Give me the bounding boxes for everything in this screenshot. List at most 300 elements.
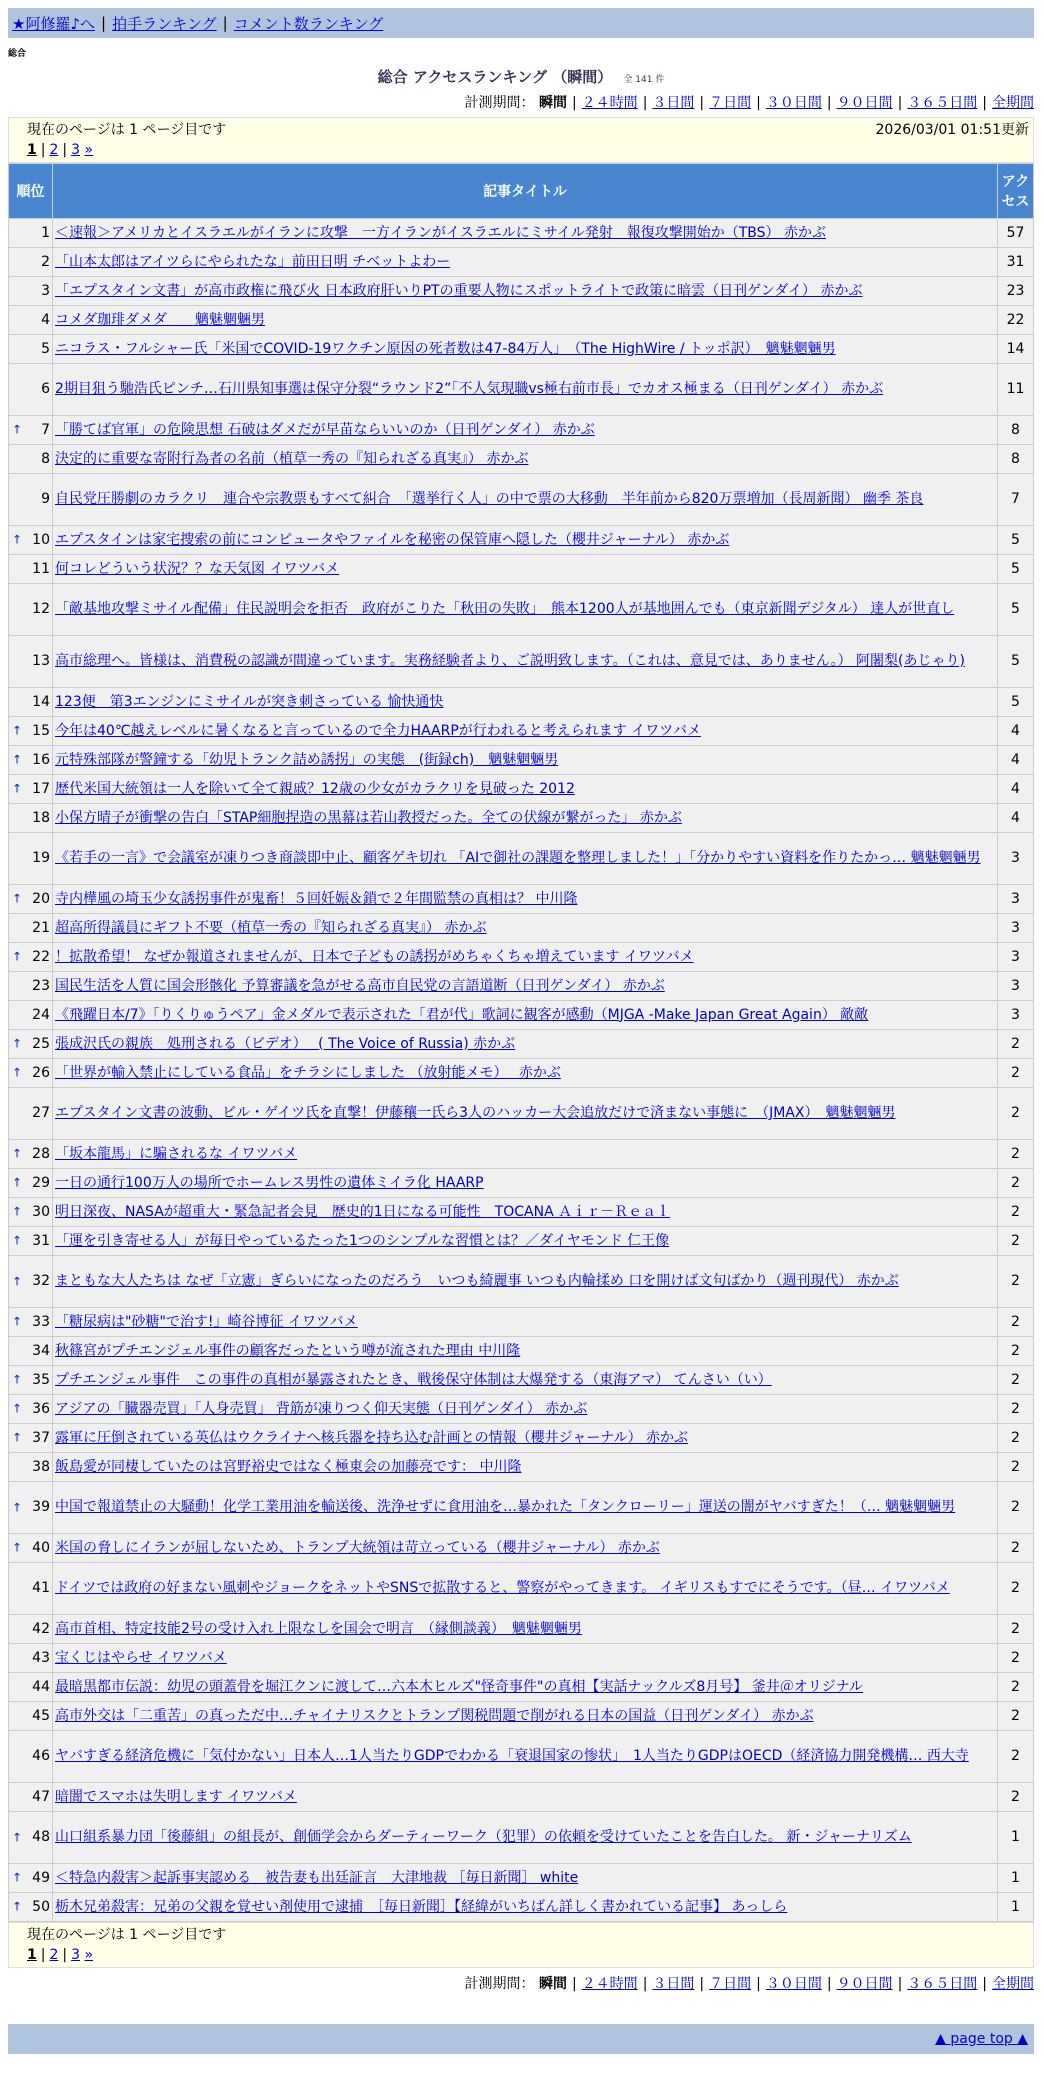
article-link[interactable]: エプスタインは家宅捜索の前にコンピュータやファイルを秘密の保管庫へ隠した（櫻井ジャーナル） 赤かぶ: [55, 531, 730, 548]
access-count: 2: [998, 1059, 1034, 1088]
rank-cell: [9, 1030, 53, 1059]
article-link[interactable]: 暗闇でスマホは失明します イワツバメ: [55, 1788, 297, 1805]
rank-number: 41: [32, 1580, 50, 1596]
rank-number: 16: [32, 751, 50, 768]
table-row: [9, 1395, 1034, 1424]
title-cell: [53, 1453, 998, 1482]
page-title-line: [8, 66, 1034, 87]
rank-number: 12: [32, 601, 50, 617]
table-row: [9, 416, 1034, 445]
rank-cell: [9, 1615, 53, 1644]
table-row: [9, 688, 1034, 717]
rank-cell: [9, 1453, 53, 1482]
article-link[interactable]: 張成沢氏の親族 処刑される（ビデオ） ( The Voice of Russia) 赤かぶ: [55, 1035, 516, 1052]
rank-number: 25: [32, 1035, 50, 1052]
rank-cell: [9, 1337, 53, 1366]
article-link[interactable]: 「敵基地攻撃ミサイル配備」住民説明会を拒否 政府がこりた「秋田の失敗」 熊本1200人が基地囲んでも（東京新聞デジタル） 達人が世直し: [55, 601, 955, 617]
article-link[interactable]: 一日の通行100万人の場所でホームレス男性の遺体ミイラ化 HAARP: [55, 1174, 484, 1191]
rank-number: 21: [32, 919, 50, 936]
up-arrow-icon: ↑: [12, 1274, 23, 1288]
table-row: [9, 1731, 1034, 1783]
rank-number: 32: [32, 1273, 50, 1289]
article-link[interactable]: 最暗黒都市伝説：幼児の頭蓋骨を堀江クンに渡して…六本木ヒルズ"怪奇事件"の真相【実話ナックルズ8月号】 釜井＠オリジナル: [55, 1678, 863, 1695]
table-row: [9, 1169, 1034, 1198]
total-count: 全 141 件: [623, 75, 665, 85]
pager-next[interactable]: »: [84, 1947, 94, 1963]
title-cell: [53, 1227, 998, 1256]
title-cell: [53, 688, 998, 717]
rank-cell: [9, 1227, 53, 1256]
access-count: 2: [998, 1482, 1034, 1534]
rank-number: 18: [32, 809, 50, 826]
pager-top: [27, 140, 1029, 160]
rank-number: 50: [32, 1898, 50, 1915]
table-row: [9, 1482, 1034, 1534]
article-link[interactable]: ＜速報＞アメリカとイスラエルがイランに攻撃 一方イランがイスラエルにミサイル発射 報復攻撃開始か（TBS） 赤かぶ: [55, 224, 827, 241]
up-arrow-icon: ↑: [12, 1175, 23, 1190]
period-option[interactable]: ３０日間: [765, 1976, 822, 1992]
period-separator: |: [826, 95, 832, 111]
rank-cell: [9, 717, 53, 746]
access-count: 8: [998, 445, 1034, 474]
period-items: [539, 95, 1034, 111]
table-row: [9, 746, 1034, 775]
rank-cell: [9, 1088, 53, 1140]
period-option[interactable]: ３６５日間: [907, 1976, 978, 1992]
article-link[interactable]: アジアの「臓器売買」「人身売買」 背筋が凍りつく仰天実態（日刊ゲンダイ） 赤かぶ: [55, 1400, 588, 1417]
up-arrow-icon: ↑: [12, 532, 23, 547]
table-row: [9, 526, 1034, 555]
access-count: 3: [998, 885, 1034, 914]
rank-number: 34: [32, 1342, 50, 1359]
rank-cell: [9, 804, 53, 833]
period-option[interactable]: ７日間: [709, 95, 752, 111]
period-option[interactable]: ２４時間: [581, 95, 638, 111]
title-cell: [53, 1615, 998, 1644]
article-link[interactable]: エプスタイン文書の波動、ビル・ゲイツ氏を直撃！伊藤穰一氏ら3人のハッカー大会追放だけで済まない事態に （JMAX） 魑魅魍魎男: [55, 1105, 896, 1121]
article-link[interactable]: 歴代米国大統領は一人を除いて全て親戚？12歳の少女がカラクリを見破った 2012: [55, 780, 575, 797]
access-count: 1: [998, 1864, 1034, 1893]
article-link[interactable]: 「世界が輸入禁止にしている食品」をチラシにしました （放射能メモ） 赤かぶ: [55, 1064, 561, 1081]
access-count: 2: [998, 1088, 1034, 1140]
article-link[interactable]: 《若手の一言》で会議室が凍りつき商談即中止、顧客ゲキ切れ 「AIで御社の課題を整理しました！」「分かりやすい資料を作りたかっ… 魑魅魍魎男: [55, 850, 981, 866]
period-separator: |: [982, 95, 987, 111]
access-count: 2: [998, 1030, 1034, 1059]
title-cell: [53, 1088, 998, 1140]
rank-number: 44: [32, 1678, 50, 1695]
rank-cell: [9, 1366, 53, 1395]
pager-separator: |: [40, 142, 46, 158]
page-top-link[interactable]: ▲ page top ▲: [935, 2031, 1028, 2047]
table-row: [9, 1563, 1034, 1615]
rank-cell: [9, 1702, 53, 1731]
rank-number: 37: [32, 1429, 50, 1446]
table-row: [9, 1001, 1034, 1030]
home-link[interactable]: ★阿修羅♪へ: [12, 14, 96, 33]
top-navbar: [8, 8, 1034, 38]
period-separator: |: [699, 95, 705, 111]
rank-number: 15: [32, 722, 50, 739]
period-option: 瞬間: [538, 1976, 567, 1992]
title-cell: [53, 885, 998, 914]
table-row: [9, 1783, 1034, 1812]
title-cell: [53, 1673, 998, 1702]
pager-link[interactable]: 2: [49, 142, 59, 158]
up-arrow-icon: ↑: [12, 1204, 23, 1219]
table-row: [9, 1702, 1034, 1731]
pager-link[interactable]: 3: [71, 142, 81, 158]
article-link[interactable]: ＜特急内殺害＞起訴事実認める 被告妻も出廷証言 大津地裁 ［毎日新聞］ white: [55, 1869, 579, 1886]
rank-number: 4: [41, 311, 50, 328]
period-option[interactable]: ３日間: [652, 95, 695, 111]
title-cell: [53, 1059, 998, 1088]
rank-cell: [9, 885, 53, 914]
article-link[interactable]: 高市首相、特定技能2号の受け入れ上限なしを国会で明言 （縁側談義） 魑魅魍魎男: [55, 1620, 582, 1637]
table-row: [9, 1615, 1034, 1644]
table-row: [9, 335, 1034, 364]
period-separator: |: [699, 1976, 705, 1992]
table-row: [9, 1308, 1034, 1337]
rank-number: 19: [32, 850, 50, 866]
title-cell: [53, 1893, 998, 1922]
rank-number: 5: [41, 340, 50, 357]
rank-cell: [9, 248, 53, 277]
ranking-table: [8, 163, 1034, 1922]
access-count: 2: [998, 1702, 1034, 1731]
rank-number: 17: [32, 780, 50, 797]
rank-cell: [9, 1482, 53, 1534]
table-row: [9, 555, 1034, 584]
period-separator: |: [642, 95, 648, 111]
rank-number: 29: [32, 1174, 50, 1191]
comment-ranking-link[interactable]: コメント数ランキング: [233, 14, 384, 33]
rank-cell: [9, 1812, 53, 1864]
rank-number: 26: [32, 1064, 50, 1081]
article-link[interactable]: 小保方晴子が衝撃の告白「STAP細胞捏造の黒幕は若山教授だった。全ての伏線が繋がった」 赤かぶ: [55, 809, 682, 826]
article-link[interactable]: 明日深夜、NASAが超重大・緊急記者会見 歴史的1日になる可能性 TOCANA Ａｉｒ－Ｒｅａｌ: [55, 1203, 671, 1220]
rank-number: 31: [32, 1232, 50, 1249]
up-arrow-icon: ↑: [12, 1899, 23, 1914]
title-cell: [53, 1563, 998, 1615]
period-separator: |: [826, 1976, 832, 1992]
updated-timestamp: 2026/03/01 01:51更新: [875, 122, 1029, 138]
up-arrow-icon: ↑: [12, 1065, 23, 1080]
title-cell: [53, 416, 998, 445]
title-cell: [53, 1030, 998, 1059]
article-link[interactable]: 露軍に圧倒されている英仏はウクライナへ核兵器を持ち込む計画との情報（櫻井ジャーナル） 赤かぶ: [55, 1429, 689, 1446]
period-option[interactable]: 全期間: [992, 1976, 1034, 1992]
title-cell: [53, 526, 998, 555]
table-row: [9, 1893, 1034, 1922]
up-arrow-icon: ↑: [12, 1870, 23, 1885]
article-link[interactable]: 超高所得議員にギフト不要（植草一秀の『知られざる真実』） 赤かぶ: [55, 919, 487, 936]
article-link[interactable]: 「勝てば官軍」の危険思想 石破はダメだが早苗ならいいのか（日刊ゲンダイ） 赤かぶ: [55, 421, 595, 438]
article-link[interactable]: 高市総理へ。皆様は、消費税の認識が間違っています。実務経験者より、ご説明致します。（これは、意見では、ありません。） 阿闍梨(あじゃり): [55, 653, 965, 669]
article-link[interactable]: ニコラス・フルシャー氏「米国でCOVID-19ワクチン原因の死者数は47-84万人」 （The HighWire / トッポ訳） 魑魅魍魎男: [55, 340, 836, 357]
article-link[interactable]: 「運を引き寄せる人」が毎日やっているたった1つのシンプルな習慣とは？／ダイヤモンド 仁王像: [55, 1232, 670, 1249]
article-link[interactable]: 自民党圧勝劇のカラクリ 連合や宗教票もすべて糾合 「選挙行く人」の中で票の大移動 半年前から820万票増加（長周新聞） 幽季 茶良: [55, 491, 924, 507]
table-row: [9, 277, 1034, 306]
article-link[interactable]: コメダ珈琲ダメダ 魑魅魍魎男: [55, 311, 265, 328]
period-items: [539, 1976, 1034, 1992]
period-option[interactable]: ９０日間: [836, 95, 893, 111]
bottom-bar: [8, 2024, 1034, 2054]
access-count: 3: [998, 1001, 1034, 1030]
article-link[interactable]: 国民生活を人質に国会形骸化 予算審議を急がせる高市自民党の言語道断（日刊ゲンダイ） 赤かぶ: [55, 977, 665, 994]
pager-separator: |: [40, 1947, 46, 1963]
access-count: 2: [998, 1673, 1034, 1702]
title-cell: [53, 1198, 998, 1227]
rank-cell: [9, 1644, 53, 1673]
rank-cell: [9, 555, 53, 584]
article-link[interactable]: 栃木兄弟殺害：兄弟の父親を覚せい剤使用で逮捕 ［毎日新聞］【経緯がいちばん詳しく書かれている記事】 あっしら: [55, 1898, 788, 1915]
up-arrow-icon: ↑: [12, 1233, 23, 1248]
access-count: 2: [998, 1731, 1034, 1783]
rank-cell: [9, 1783, 53, 1812]
rank-cell: [9, 1308, 53, 1337]
article-link[interactable]: プチエンジェル事件 この事件の真相が暴露されたとき、戦後保守体制は大爆発する（東海アマ） てんさい（い）: [55, 1371, 772, 1388]
article-link[interactable]: 宝くじはやらせ イワツバメ: [55, 1649, 227, 1666]
access-count: 3: [998, 833, 1034, 885]
rank-cell: [9, 1198, 53, 1227]
rank-cell: [9, 277, 53, 306]
access-count: 14: [998, 335, 1034, 364]
page-title: 総合 アクセスランキング （瞬間）: [377, 68, 613, 86]
pager-next[interactable]: »: [84, 142, 94, 158]
rank-cell: [9, 584, 53, 636]
article-link[interactable]: 「糖尿病は"砂糖"で治す!」崎谷博征 イワツバメ: [55, 1313, 358, 1330]
title-cell: [53, 1337, 998, 1366]
access-count: 23: [998, 277, 1034, 306]
access-count: 2: [998, 1644, 1034, 1673]
article-link[interactable]: 中国で報道禁止の大騒動！化学工業用油を輸送後、洗浄せずに食用油を…暴かれた「タンクローリー」運送の闇がヤバすぎた！（… 魑魅魍魎男: [55, 1499, 956, 1515]
period-option[interactable]: ９０日間: [836, 1976, 893, 1992]
access-count: 1: [998, 1893, 1034, 1922]
access-count: 4: [998, 775, 1034, 804]
access-count: 2: [998, 1198, 1034, 1227]
rank-number: 47: [32, 1788, 50, 1805]
table-row: [9, 474, 1034, 526]
access-count: 4: [998, 717, 1034, 746]
rank-cell: [9, 526, 53, 555]
article-link[interactable]: 米国の脅しにイランが屈しないため、トランプ大統領は苛立っている（櫻井ジャーナル） 赤かぶ: [55, 1539, 660, 1556]
period-option[interactable]: ３日間: [652, 1976, 695, 1992]
rank-number: 38: [32, 1458, 50, 1475]
access-count: 2: [998, 1227, 1034, 1256]
period-option[interactable]: ７日間: [709, 1976, 752, 1992]
rank-cell: [9, 833, 53, 885]
rank-cell: [9, 1673, 53, 1702]
access-count: 3: [998, 914, 1034, 943]
rank-number: 10: [32, 531, 50, 548]
period-separator: |: [982, 1976, 987, 1992]
ranking-body: [9, 219, 1034, 1922]
article-link[interactable]: 山口組系暴力団「後藤組」の組長が、創価学会からダーティーワーク（犯罪）の依頼を受けていたことを告白した。 新・ジャーナリズム: [55, 1829, 912, 1845]
access-count: 5: [998, 584, 1034, 636]
up-arrow-icon: ↑: [12, 1372, 23, 1387]
table-row: [9, 775, 1034, 804]
article-link[interactable]: 元特殊部隊が警鐘する「幼児トランク詰め誘拐」の実態 (街録ch) 魑魅魍魎男: [55, 751, 559, 768]
access-count: 2: [998, 1453, 1034, 1482]
rank-number: 14: [32, 693, 50, 710]
rank-number: 30: [32, 1203, 50, 1220]
header-access: アクセス: [998, 164, 1034, 219]
rank-cell: [9, 636, 53, 688]
rank-cell: [9, 474, 53, 526]
table-row: [9, 636, 1034, 688]
rank-cell: [9, 943, 53, 972]
up-arrow-icon: ↑: [12, 752, 23, 767]
access-count: 2: [998, 1534, 1034, 1563]
table-row: [9, 306, 1034, 335]
rank-number: 49: [32, 1869, 50, 1886]
period-separator: |: [897, 1976, 903, 1992]
access-count: 4: [998, 746, 1034, 775]
up-arrow-icon: ↑: [12, 1540, 23, 1555]
rank-cell: [9, 1864, 53, 1893]
title-cell: [53, 717, 998, 746]
access-count: 2: [998, 1337, 1034, 1366]
rank-number: 20: [32, 890, 50, 907]
article-link[interactable]: まともな大人たちは なぜ「立憲」ぎらいになったのだろう いつも綺麗事 いつも内輪揉め 口を開けば文句ばかり（週刊現代） 赤かぶ: [55, 1273, 899, 1289]
article-link[interactable]: 何コレどういう状況？？な天気図 イワツバメ: [55, 560, 340, 577]
title-cell: [53, 1308, 998, 1337]
article-link[interactable]: ！拡散希望！ なぜか報道されませんが、日本で子どもの誘拐がめちゃくちゃ増えています イワツバメ: [55, 948, 694, 965]
access-count: 2: [998, 1563, 1034, 1615]
pager-bottom: [27, 1945, 1029, 1965]
title-cell: [53, 364, 998, 416]
title-cell: [53, 1864, 998, 1893]
title-cell: [53, 1424, 998, 1453]
pager-separator: |: [62, 1947, 68, 1963]
table-row: [9, 248, 1034, 277]
up-arrow-icon: ↑: [12, 1500, 23, 1514]
rank-number: 39: [32, 1499, 50, 1515]
title-cell: [53, 248, 998, 277]
article-link[interactable]: ヤバすぎる経済危機に「気付かない」日本人…1人当たりGDPでわかる「衰退国家の惨状」 1人当たりGDPはOECD（経済協力開発機構… 西大寺: [55, 1748, 969, 1764]
title-cell: [53, 636, 998, 688]
period-label: 計測期間：: [464, 95, 535, 111]
table-row: [9, 1337, 1034, 1366]
table-row: [9, 1673, 1034, 1702]
up-arrow-icon: ↑: [12, 781, 23, 796]
access-count: 2: [998, 1424, 1034, 1453]
rank-cell: [9, 1563, 53, 1615]
table-row: [9, 1534, 1034, 1563]
period-option[interactable]: ３０日間: [765, 95, 822, 111]
rank-number: 24: [32, 1006, 50, 1023]
title-cell: [53, 1812, 998, 1864]
article-link[interactable]: 飯島愛が同棲していたのは宮野裕史ではなく極東会の加藤亮です： 中川隆: [55, 1458, 522, 1475]
title-cell: [53, 335, 998, 364]
period-option[interactable]: ２４時間: [581, 1976, 638, 1992]
access-count: 2: [998, 1366, 1034, 1395]
article-link[interactable]: 2期目狙う馳浩氏ピンチ…石川県知事選は保守分裂“ラウンド2”「不人気現職vs極右前市長」でカオス極まる（日刊ゲンダイ） 赤かぶ: [55, 381, 884, 397]
article-link[interactable]: 《飛躍日本/7》「りくりゅうペア」金メダルで表示された「君が代」歌詞に観客が感動（MJGA -Make Japan Great Again） 敵敵: [55, 1006, 869, 1023]
article-link[interactable]: 「坂本龍馬」に騙されるな イワツバメ: [55, 1145, 298, 1162]
rank-number: 33: [32, 1313, 50, 1330]
access-count: 1: [998, 1812, 1034, 1864]
access-count: 5: [998, 636, 1034, 688]
title-cell: [53, 474, 998, 526]
article-link[interactable]: 今年は40℃越えレベルに暑くなると言っているので全力HAARPが行われると考えられます イワツバメ: [55, 722, 701, 739]
clap-ranking-link[interactable]: 拍手ランキング: [112, 14, 217, 33]
rank-cell: [9, 416, 53, 445]
title-cell: [53, 972, 998, 1001]
article-link[interactable]: 秋篠宮がプチエンジェル事件の顧客だったという噂が流された理由 中川隆: [55, 1342, 521, 1359]
rank-cell: [9, 335, 53, 364]
article-link[interactable]: 寺内樺風の埼玉少女誘拐事件が鬼畜！５回妊娠＆鎖で２年間監禁の真相は？ 中川隆: [55, 890, 578, 907]
article-link[interactable]: 「山本太郎はアイツらにやられたな」前田日明 チベットよわー: [55, 253, 451, 270]
article-link[interactable]: 高市外交は「二重苦」の真っただ中…チャイナリスクとトランプ関税問題で削がれる日本の国益（日刊ゲンダイ） 赤かぶ: [55, 1707, 814, 1724]
rank-number: 3: [41, 282, 50, 299]
article-link[interactable]: 決定的に重要な寄附行為者の名前（植草一秀の『知られざる真実』） 赤かぶ: [55, 450, 529, 467]
header-title: 記事タイトル: [53, 164, 998, 219]
title-cell: [53, 1140, 998, 1169]
table-row: [9, 804, 1034, 833]
access-count: 2: [998, 1395, 1034, 1424]
rank-number: 7: [41, 421, 50, 438]
rank-cell: [9, 914, 53, 943]
title-cell: [53, 584, 998, 636]
rank-number: 43: [32, 1649, 50, 1666]
period-option[interactable]: 全期間: [992, 95, 1034, 111]
rank-cell: [9, 1169, 53, 1198]
access-count: 3: [998, 972, 1034, 1001]
table-row: [9, 885, 1034, 914]
access-count: 22: [998, 306, 1034, 335]
title-cell: [53, 1256, 998, 1308]
title-cell: [53, 555, 998, 584]
up-arrow-icon: ↑: [12, 891, 23, 906]
up-arrow-icon: ↑: [12, 1830, 23, 1844]
access-count: 2: [998, 1615, 1034, 1644]
article-link[interactable]: 「エプスタイン文書」が高市政権に飛び火 日本政府肝いりPTの重要人物にスポットライトで政策に暗雲（日刊ゲンダイ） 赤かぶ: [55, 282, 863, 299]
rank-cell: [9, 746, 53, 775]
table-row: [9, 972, 1034, 1001]
period-selector-bottom: [8, 1974, 1034, 1994]
title-cell: [53, 1482, 998, 1534]
title-cell: [53, 1644, 998, 1673]
period-label: 計測期間：: [464, 1976, 535, 1992]
access-count: 3: [998, 943, 1034, 972]
rank-number: 23: [32, 977, 50, 994]
access-count: 11: [998, 364, 1034, 416]
current-page-text: 現在のページは 1 ページ目です: [27, 1927, 227, 1943]
rank-number: 48: [32, 1829, 50, 1845]
rank-number: 40: [32, 1539, 50, 1556]
title-cell: [53, 306, 998, 335]
period-option[interactable]: ３６５日間: [907, 95, 978, 111]
title-cell: [53, 1534, 998, 1563]
title-cell: [53, 943, 998, 972]
rank-cell: [9, 1256, 53, 1308]
access-count: 2: [998, 1256, 1034, 1308]
access-count: 5: [998, 555, 1034, 584]
pager-current: 1: [27, 1947, 37, 1963]
title-cell: [53, 1366, 998, 1395]
pager-link[interactable]: 2: [49, 1947, 59, 1963]
table-row: [9, 364, 1034, 416]
rank-cell: [9, 219, 53, 248]
pager-link[interactable]: 3: [71, 1947, 81, 1963]
period-separator: |: [571, 95, 577, 111]
article-link[interactable]: 123便 第3エンジンにミサイルが突き刺さっている 愉快通快: [55, 693, 444, 710]
article-link[interactable]: ドイツでは政府の好まない風刺やジョークをネットやSNSで拡散すると、警察がやってきます。 イギリスもすでにそうです。（昼… イワツバメ: [55, 1580, 950, 1596]
table-row: [9, 717, 1034, 746]
nav-separator: |: [101, 14, 107, 32]
table-row: [9, 1424, 1034, 1453]
